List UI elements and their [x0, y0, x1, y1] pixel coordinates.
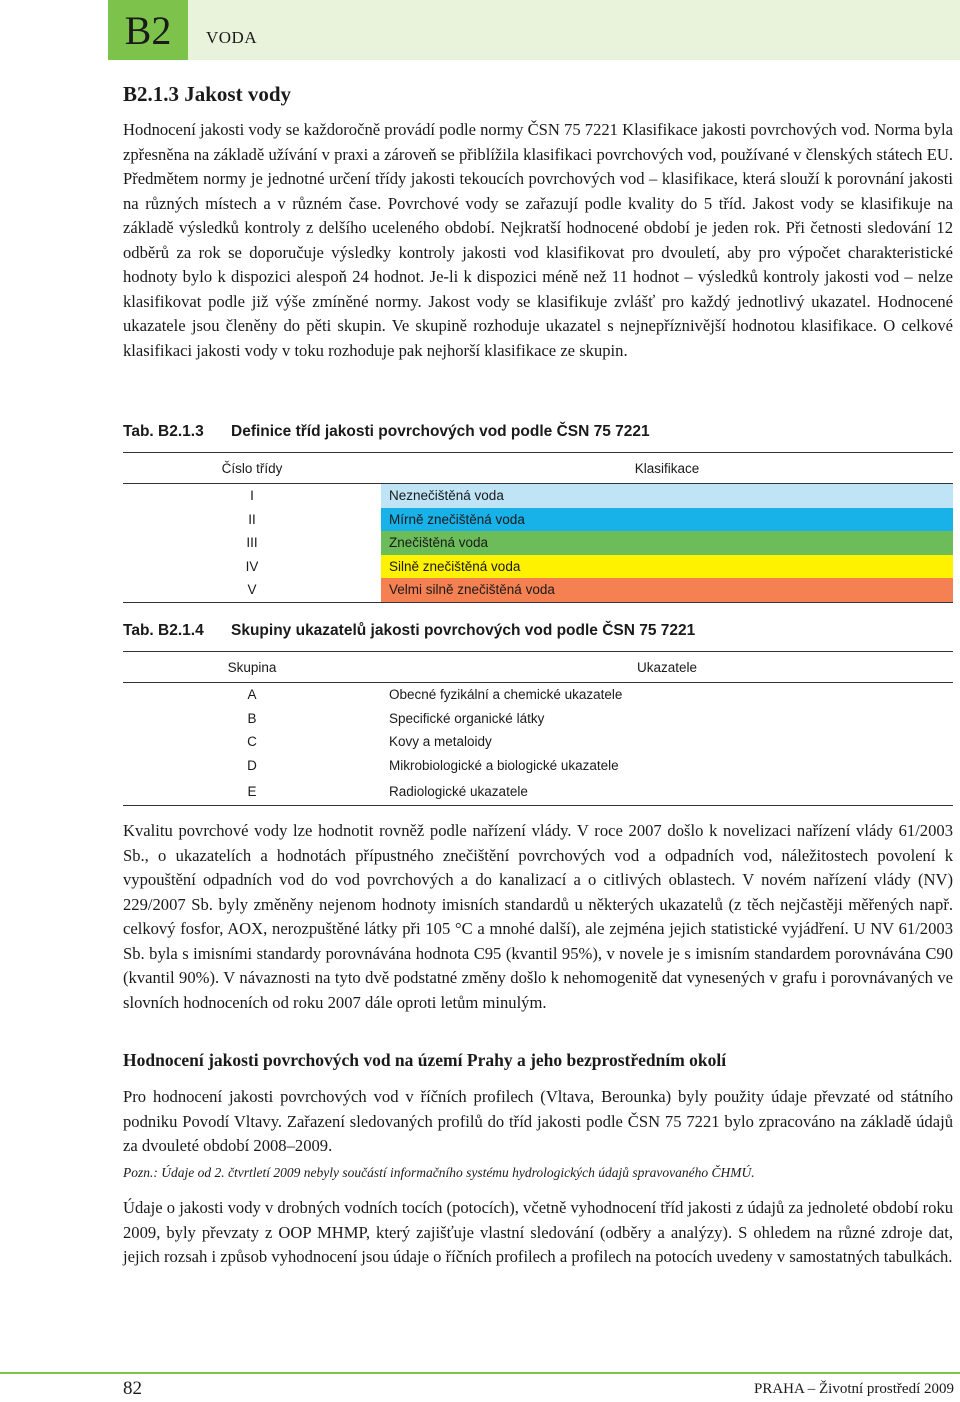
group-cell: E: [123, 777, 381, 806]
class-number-cell: V: [123, 578, 381, 602]
group-cell: B: [123, 707, 381, 731]
table-row: [123, 578, 953, 602]
header-indicators: Ukazatele: [381, 652, 953, 683]
table-row: [123, 777, 953, 806]
footer-publication: PRAHA – Životní prostředí 2009: [753, 1381, 954, 1397]
header-class-number: Číslo třídy: [123, 453, 381, 484]
table1-caption-text: Definice tříd jakosti povrchových vod podle ČSN 75 7221: [231, 423, 650, 440]
indicator-group-table: [123, 651, 953, 806]
table-row: [123, 754, 953, 778]
class-number-cell: II: [248, 511, 256, 527]
group-cell: A: [123, 683, 381, 707]
class-number-cell: III: [246, 535, 258, 551]
footer-divider: [0, 1372, 960, 1374]
table-row: [123, 730, 953, 754]
paragraph-profiles: Pro hodnocení jakosti povrchových vod v říčních profilech (Vltava, Berounka) byly použity údaje převzaté od státního podniku Povodí Vltavy. Zařazení sledovaných profilů do tříd jakosti podle ČSN 75 7221 bylo zpracováno na základě údajů za dvouleté období 2008–2009.: [123, 1087, 953, 1155]
table1-caption: [123, 423, 650, 441]
page-header: [0, 0, 960, 60]
chapter-badge: B2: [108, 0, 188, 60]
classification-cell: Znečištěná voda: [381, 531, 953, 555]
subheading-prague: Hodnocení jakosti povrchových vod na území Prahy a jeho bezprostředním okolí: [123, 1050, 727, 1070]
class-number-cell: IV: [245, 558, 259, 574]
class-number-cell: I: [250, 488, 254, 504]
header-bar: [188, 0, 960, 60]
header-classification: Klasifikace: [381, 453, 953, 484]
table-header-row: [123, 453, 953, 484]
paragraph-regulation: Kvalitu povrchové vody lze hodnotit rovněž podle nařízení vlády. V roce 2007 došlo k novelizaci nařízení vlády 61/2003 Sb., o ukazatelích a hodnotách přípustného znečištění povrchových vod a odpadních vod, náležitostech povolení k vypouštění odpadních vod do vod povrchových a do kanalizací a o citlivých oblastech. V novém nařízení vlády (NV) 229/2007 Sb. byly změněny nejenom hodnoty imisních standardů u některých ukazatelů (z těch nejčastěji měřených např. celkový fosfor, AOX, nerozpuštěné látky při 105 °C a mnohé další), ale zejména jejich statistické vyjádření. U NV 61/2003 Sb. byla s imisními standardy porovnávána hodnota C95 (kvantil 95%), v novele je s imisním standardem porovnávána C90 (kvantil 90%). V návaznosti na tyto dvě podstatné změny došlo k nehomogenitě dat vynesených v grafu i porovnávaných ve slovních hodnoceních od roku 2007 dále oproti letům minulým.: [123, 821, 953, 1012]
classification-cell: Silně znečištěná voda: [381, 555, 953, 579]
note: Pozn.: Údaje od 2. čtvrtletí 2009 nebyly součástí informačního systému hydrologických údajů spravovaného ČHMÚ.: [123, 1165, 755, 1180]
indicator-cell: Specifické organické látky: [381, 707, 953, 731]
water-class-table: [123, 452, 953, 603]
classification-cell: Neznečištěná voda: [381, 484, 953, 508]
table2-caption: [123, 622, 695, 640]
table-row: [123, 484, 953, 508]
table-row: [123, 707, 953, 731]
table-row: [123, 508, 953, 532]
group-cell: D: [123, 754, 381, 778]
page-number: 82: [123, 1378, 142, 1399]
table-row: [123, 531, 953, 555]
table2-caption-text: Skupiny ukazatelů jakosti povrchových vod podle ČSN 75 7221: [231, 622, 696, 639]
header-group: Skupina: [123, 652, 381, 683]
indicator-cell: Mikrobiologické a biologické ukazatele: [381, 754, 953, 778]
paragraph-streams: Údaje o jakosti vody v drobných vodních tocích (potocích), včetně vyhodnocení tříd jakosti z údajů za jednoleté období roku 2009, byly převzaty z OOP MHMP, který zajišťuje vlastní sledování (odběry a analýzy). S ohledem na různé zdroje dat, jejich rozsah i způsob vyhodnocení jsou údaje o říčních profilech a profilech na potocích uvedeny v samostatných tabulkách.: [123, 1198, 953, 1266]
table-row: [123, 683, 953, 707]
chapter-title: VODA: [206, 28, 258, 47]
table-header-row: [123, 652, 953, 683]
table1-caption-number: Tab. B2.1.3: [123, 423, 204, 440]
indicator-cell: Radiologické ukazatele: [381, 777, 953, 806]
group-cell: C: [123, 730, 381, 754]
indicator-cell: Obecné fyzikální a chemické ukazatele: [381, 683, 953, 707]
section-title: B2.1.3 Jakost vody: [123, 82, 292, 106]
table2-caption-number: Tab. B2.1.4: [123, 622, 204, 639]
paragraph-intro: Hodnocení jakosti vody se každoročně provádí podle normy ČSN 75 7221 Klasifikace jakosti povrchových vod. Norma byla zpřesněna na základě užívání v praxi a zároveň se přiblížila klasifikaci povrchových vod, používané v členských státech EU. Předmětem normy je jednotné určení třídy jakosti tekoucích povrchových vod – klasifikace, která slouží k porovnání jakosti na různých místech a v různém čase. Povrchové vody se zařazují podle kvality do 5 tříd. Jakost vody se klasifikuje na základě výsledků kontroly z delšího uceleného období. Nejkratší hodnocené období je jeden rok. Při četnosti sledování 12 odběrů za rok se doporučuje výsledky kontroly jakosti vod klasifikovat pro dvouletí, aby pro výpočet charakteristické hodnoty bylo k dispozici alespoň 24 hodnot. Je-li k dispozici méně než 11 hodnot – výsledků kontroly jakosti vod – nelze klasifikovat podle již výše zmíněné normy. Jakost vody se klasifikuje zvlášť pro každý jednotlivý ukazatel. Hodnocené ukazatele jsou členěny do pěti skupin. Ve skupině rozhoduje ukazatel s nejnepříznivější hodnotou klasifikace. O celkové klasifikaci jakosti vody v toku rozhoduje pak nejhorší klasifikace ze skupin.: [123, 120, 953, 360]
classification-cell: Velmi silně znečištěná voda: [381, 578, 953, 602]
classification-cell: Mírně znečištěná voda: [381, 508, 953, 532]
indicator-cell: Kovy a metaloidy: [381, 730, 953, 754]
table-row: [123, 555, 953, 579]
